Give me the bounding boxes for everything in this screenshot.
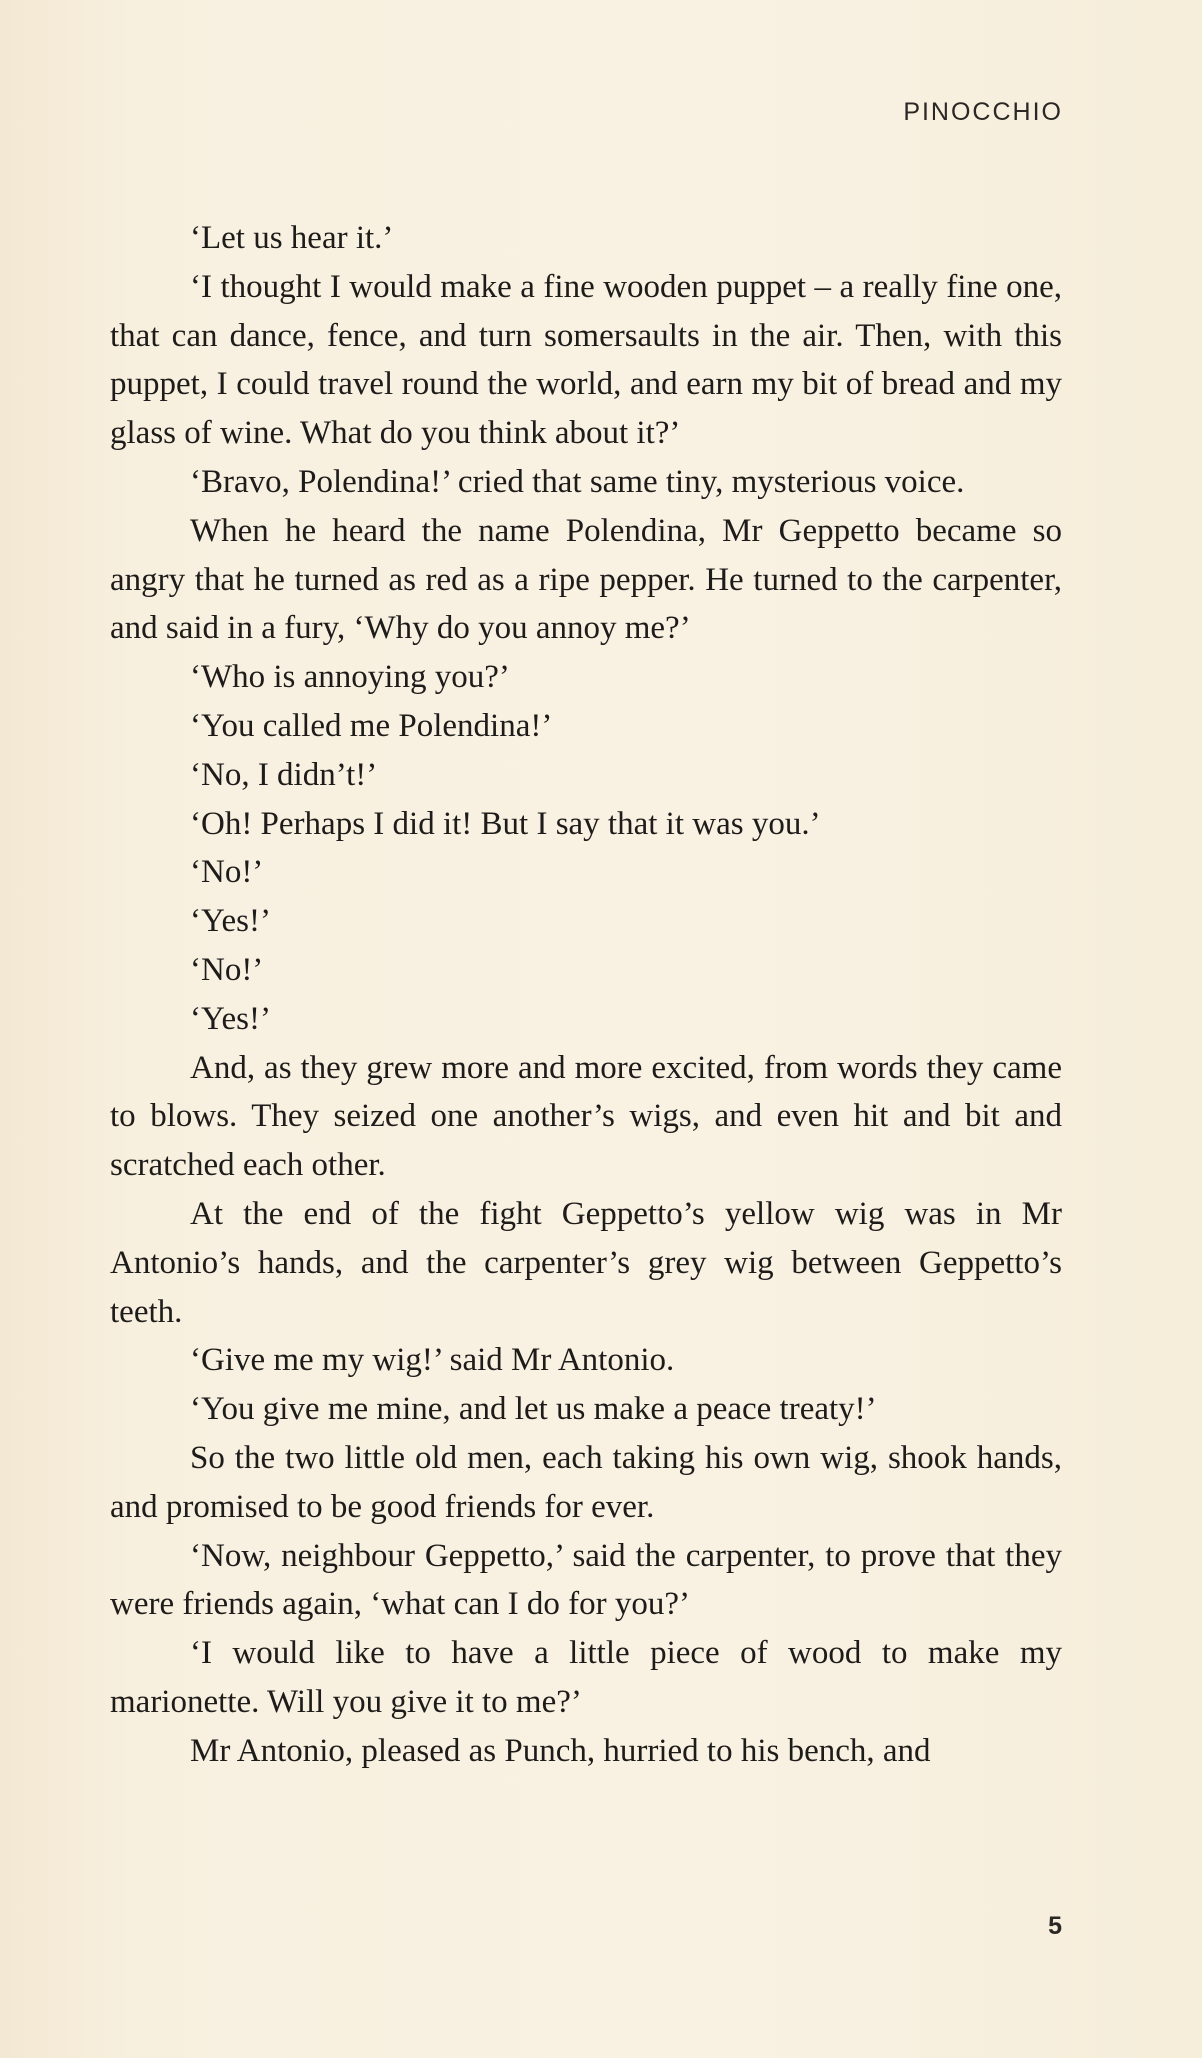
paragraph: ‘Yes!’	[190, 903, 271, 940]
paragraph: ‘Oh! Perhaps I did it! But I say that it was you.’	[190, 805, 821, 842]
paragraph: ‘Bravo, Polendina!’ cried that same tiny, mysterious voice.	[190, 463, 965, 500]
paragraph: ‘I thought I would make a fine wooden puppet – a really fine one, that can dance, fence, and turn somersaults in the air. Then, with this puppet, I could travel round the world, and earn my bit of bread and my glass of wine. What do you think about it?’	[110, 268, 1062, 452]
paragraph: ‘I would like to have a little piece of wood to make my marionette. Will you give it to me?’	[110, 1635, 1062, 1720]
paragraph: At the end of the fight Geppetto’s yellow wig was in Mr Antonio’s hands, and the carpenter’s grey wig between Geppetto’s teeth.	[110, 1195, 1062, 1330]
paragraph: ‘No, I didn’t!’	[190, 756, 378, 793]
paragraph: When he heard the name Polendina, Mr Geppetto became so angry that he turned as red as a ripe pepper. He turned to the carpenter, and said in a fury, ‘Why do you annoy me?’	[110, 512, 1062, 647]
paragraph: ‘You called me Polendina!’	[190, 707, 553, 744]
paragraph: ‘Yes!’	[190, 1000, 271, 1037]
paragraph: ‘You give me mine, and let us make a peace treaty!’	[190, 1391, 877, 1428]
running-head: PINOCCHIO	[903, 98, 1063, 126]
paragraph: ‘Who is annoying you?’	[190, 659, 510, 696]
paragraph: Mr Antonio, pleased as Punch, hurried to his bench, and	[190, 1732, 931, 1769]
paragraph: ‘No!’	[190, 854, 264, 891]
page-number: 5	[1048, 1912, 1062, 1940]
paragraph: So the two little old men, each taking his own wig, shook hands, and promised to be good friends for ever.	[110, 1439, 1062, 1525]
paragraph: ‘No!’	[190, 951, 264, 988]
body-text	[110, 214, 1062, 1776]
paragraph: ‘Give me my wig!’ said Mr Antonio.	[190, 1342, 675, 1379]
paragraph: And, as they grew more and more excited, from words they came to blows. They seized one another’s wigs, and even hit and bit and scratched each other.	[110, 1049, 1062, 1184]
paragraph: ‘Let us hear it.’	[190, 220, 394, 256]
paragraph: ‘Now, neighbour Geppetto,’ said the carpenter, to prove that they were friends again, ‘what can I do for you?’	[110, 1537, 1062, 1623]
